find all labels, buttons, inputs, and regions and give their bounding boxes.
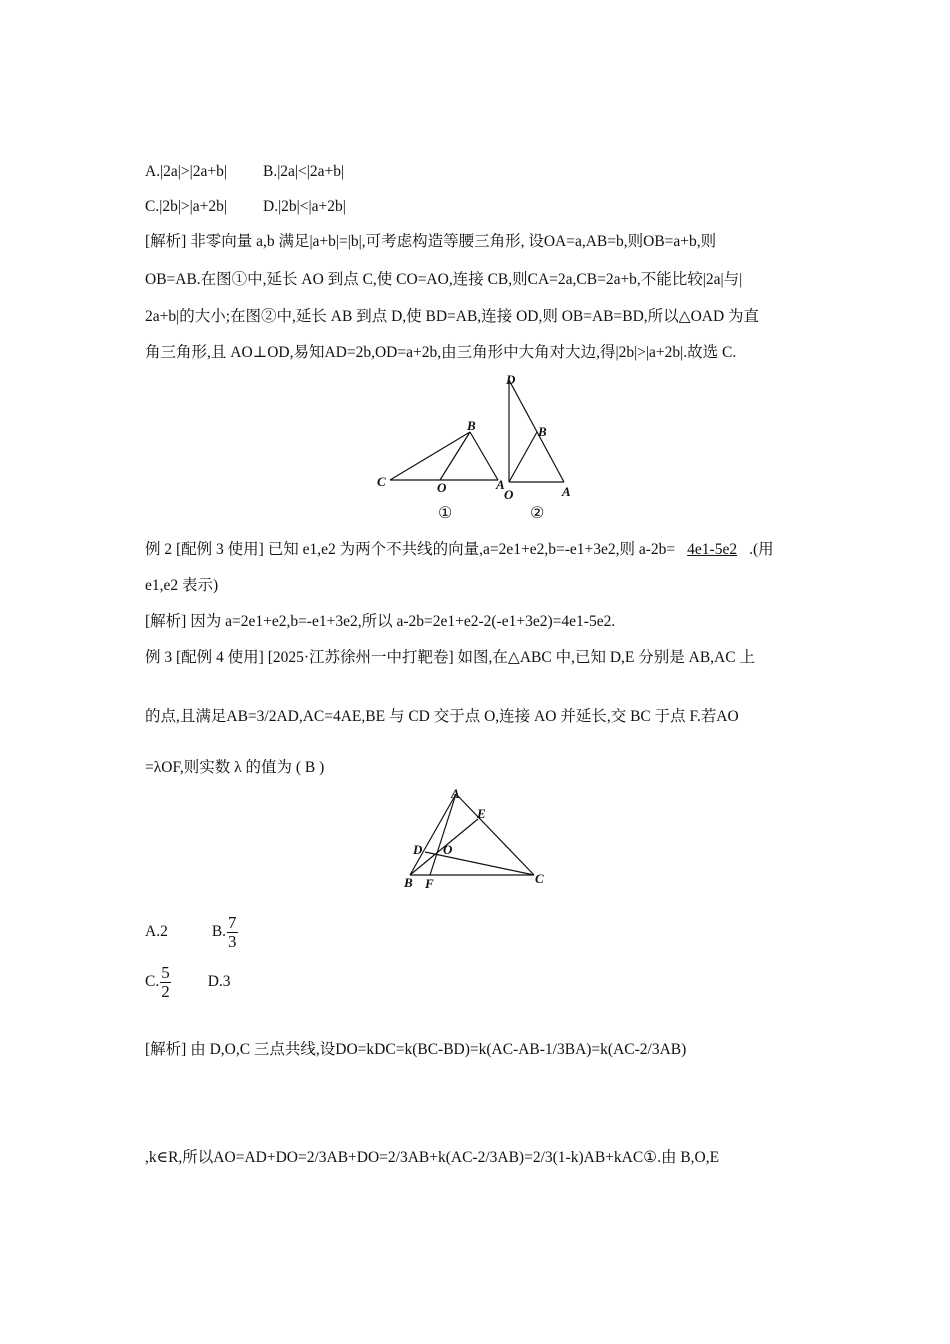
q1-option-d: D.|2b|<|a+2b|	[263, 198, 346, 215]
q1-options-row2	[145, 197, 346, 217]
q1-option-a: A.|2a|>|2a+b|	[145, 163, 227, 180]
fig2-label-o: O	[504, 487, 514, 502]
ex3-explanation-line2: ,k∈R,所以AO=AD+DO=2/3AB+DO=2/3AB+k(AC-2/3AB)=2/3(1-k)AB+kAC①.由 B,O,E	[145, 1149, 720, 1166]
q1-options-row1	[145, 162, 344, 182]
q1-option-b: B.|2a|<|2a+b|	[262, 163, 345, 180]
fig1-label-b: B	[467, 418, 476, 433]
fig1-label-a: A	[496, 477, 505, 492]
ex2-line1	[145, 540, 774, 560]
ex3-line1: 例 3 [配例 4 使用] [2025·江苏徐州一中打靶卷] 如图,在△ABC 中,已知 D,E 分别是 AB,AC 上	[145, 649, 755, 666]
ex2-answer: 4e1-5e2	[687, 541, 738, 558]
ex3-options-row1	[145, 912, 239, 952]
fig2-label-d: D	[506, 372, 516, 387]
ex3-label-b: B	[404, 875, 413, 890]
ex3-option-c-num: 5	[161, 962, 170, 982]
ex3-label-d: D	[413, 842, 423, 857]
ex3-option-a: A.2	[145, 923, 168, 940]
q1-explanation-line2: OB=AB.在图①中,延长 AO 到点 C,使 CO=AO,连接 CB,则CA=2a,CB=2a+b,不能比较|2a|与|	[145, 271, 743, 288]
ex3-option-d: D.3	[207, 973, 231, 990]
ex3-label-f: F	[425, 876, 434, 891]
ex3-label-a: A	[451, 786, 460, 801]
q1-explanation-line1: [解析] 非零向量 a,b 满足|a+b|=|b|,可考虑构造等腰三角形, 设OA=a,AB=b,则OB=a+b,则	[145, 233, 717, 250]
ex3-label-o: O	[443, 842, 453, 857]
figure-2	[509, 380, 564, 482]
ex3-option-b-den: 3	[228, 931, 237, 951]
ex3-label-e: E	[477, 806, 486, 821]
q1-explanation-line3: 2a+b|的大小;在图②中,延长 AB 到点 D,使 BD=AB,连接 OD,则 OB=AB=BD,所以△OAD 为直	[145, 308, 760, 325]
q1-option-c: C.|2b|>|a+2b|	[145, 198, 227, 215]
ex3-figure	[398, 782, 558, 894]
ex3-options-row2	[145, 962, 231, 1002]
fig1-label-c: C	[377, 474, 386, 489]
fig2-label-a: A	[562, 484, 571, 499]
ex3-option-c-den: 2	[161, 981, 170, 1001]
fig-caption-2: ②	[530, 505, 545, 522]
fig1-label-o: O	[437, 480, 447, 495]
ex3-line3: =λOF,则实数 λ 的值为 ( B )	[145, 759, 325, 776]
ex2-explanation: [解析] 因为 a=2e1+e2,b=-e1+3e2,所以 a-2b=2e1+e2-2(-e1+3e2)=4e1-5e2.	[145, 613, 616, 630]
ex2-question-end: .(用	[749, 541, 774, 558]
ex3-option-b: B. $\frac{7}{3}$	[211, 912, 237, 951]
figure-1	[390, 432, 498, 480]
ex3-label-c: C	[535, 871, 544, 886]
fig-caption-1: ①	[438, 505, 453, 522]
q1-explanation-line4: 角三角形,且 AO⊥OD,易知AD=2b,OD=a+2b,由三角形中大角对大边,得|2b|>|a+2b|.故选 C.	[145, 344, 737, 361]
ex2-question: 例 2 [配例 3 使用] 已知 e1,e2 为两个不共线的向量,a=2e1+e2,b=-e1+3e2,则 a-2b=	[145, 541, 676, 558]
fig2-label-b: B	[538, 424, 547, 439]
ex3-explanation-line1: [解析] 由 D,O,C 三点共线,设DO=kDC=k(BC-BD)=k(AC-AB-1/3BA)=k(AC-2/3AB)	[145, 1041, 687, 1058]
ex3-option-c: C. $\frac{5}{2}$	[145, 962, 170, 1001]
ex3-line2: 的点,且满足AB=3/2AD,AC=4AE,BE 与 CD 交于点 O,连接 AO 并延长,交 BC 于点 F.若AO	[145, 708, 739, 725]
ex2-line2: e1,e2 表示)	[145, 577, 219, 594]
q1-figures	[370, 368, 590, 528]
ex3-option-b-num: 7	[228, 912, 237, 932]
